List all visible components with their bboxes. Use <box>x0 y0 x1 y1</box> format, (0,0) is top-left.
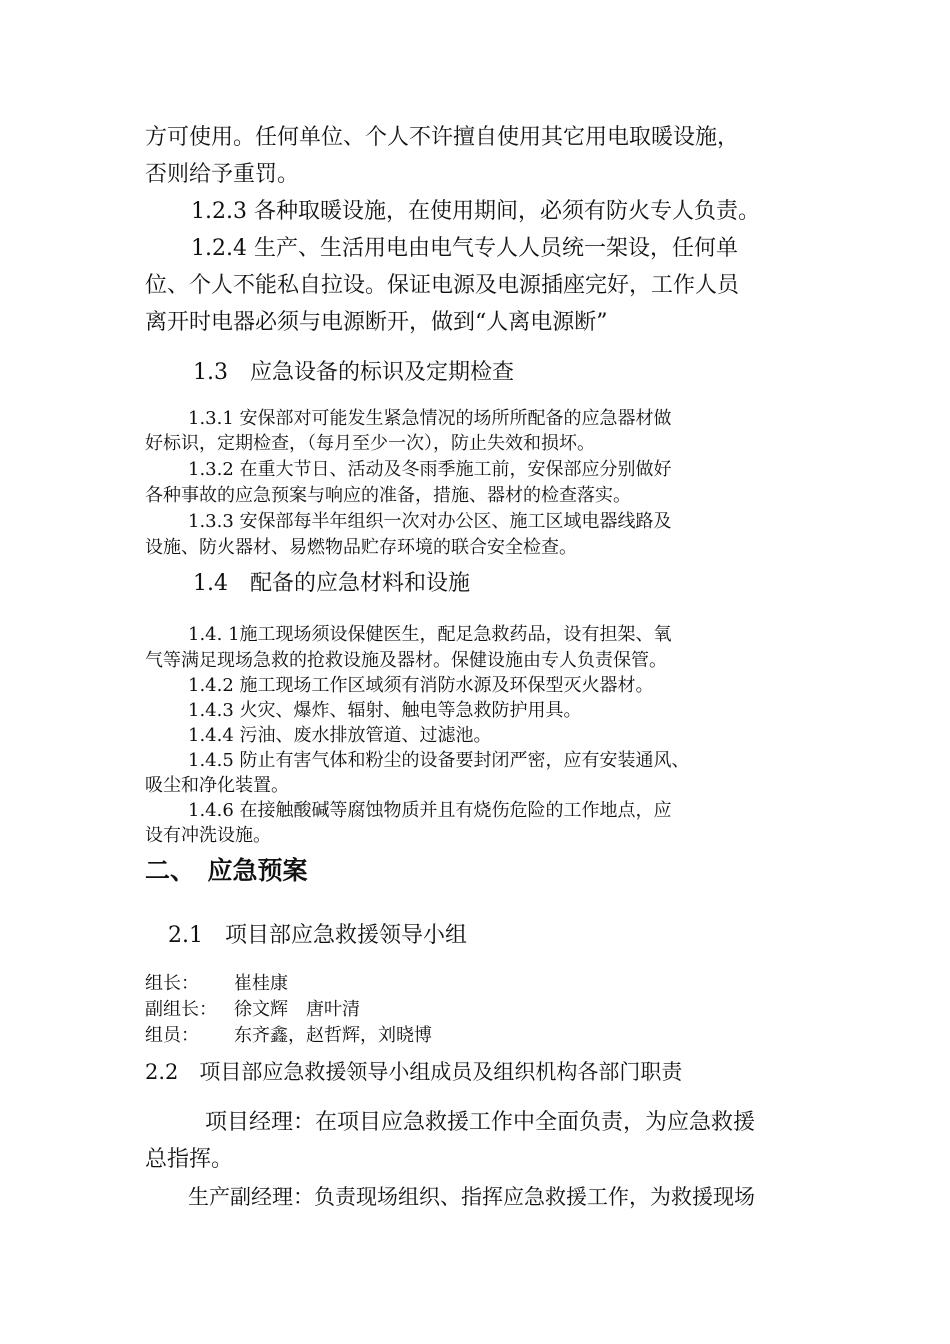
paragraph-line: 各种事故的应急预案与响应的准备，措施、器材的检查落实。 <box>145 485 631 506</box>
clause-1-3-1: 1.3.1 安保部对可能发生紧急情况的场所所配备的应急器材做 <box>188 408 672 429</box>
section-heading-2-1: 2.1 项目部应急救援领导小组 <box>168 923 467 948</box>
paragraph-line: 设有冲洗设施。 <box>145 825 271 846</box>
clause-1-4-1: 1.4. 1施工现场须设保健医生，配足急救药品，设有担架、氧 <box>188 624 672 645</box>
paragraph-production-deputy: 生产副经理：负责现场组织、指挥应急救援工作，为救援现场 <box>188 1185 755 1209</box>
section-heading-1-4: 1.4 配备的应急材料和设施 <box>193 571 470 596</box>
clause-1-4-6: 1.4.6 在接触酸碱等腐蚀物质并且有烧伤危险的工作地点，应 <box>188 800 672 821</box>
clause-1-2-4: 1.2.4 生产、生活用电由电气专人人员统一架设，任何单 <box>191 236 738 261</box>
paragraph-line: 否则给予重罚。 <box>145 162 300 187</box>
deputy-leader-names: 徐文辉 唐叶清 <box>234 999 360 1020</box>
paragraph-line: 设施、防火器材、易燃物品贮存环境的联合安全检查。 <box>145 537 577 558</box>
section-heading-2-2: 2.2 项目部应急救援领导小组成员及组织机构各部门职责 <box>145 1060 683 1084</box>
clause-1-4-4: 1.4.4 污油、废水排放管道、过滤池。 <box>188 725 492 746</box>
clause-1-3-3: 1.3.3 安保部每半年组织一次对办公区、施工区域电器线路及 <box>188 511 672 532</box>
paragraph-line: 离开时电器必须与电源断开，做到“人离电源断” <box>145 310 608 335</box>
clause-1-4-2: 1.4.2 施工现场工作区域须有消防水源及环保型灭火器材。 <box>188 675 654 696</box>
paragraph-line: 气等满足现场急救的抢救设施及器材。保健设施由专人负责保管。 <box>145 650 667 671</box>
paragraph-project-manager: 项目经理：在项目应急救援工作中全面负责，为应急救援 <box>205 1110 756 1135</box>
paragraph-line: 吸尘和净化装置。 <box>145 775 289 796</box>
clause-1-4-3: 1.4.3 火灾、爆炸、辐射、触电等急救防护用具。 <box>188 700 582 721</box>
paragraph-line: 好标识，定期检查，（每月至少一次），防止失效和损坏。 <box>145 433 595 454</box>
section-heading-1-3: 1.3 应急设备的标识及定期检查 <box>193 360 514 385</box>
chapter-heading-2: 二、 应急预案 <box>145 856 308 885</box>
clause-1-2-3: 1.2.3 各种取暖设施，在使用期间，必须有防火专人负责。 <box>191 199 760 224</box>
leader-label: 组长： <box>145 973 199 994</box>
paragraph-line: 方可使用。任何单位、个人不许擅自使用其它用电取暖设施， <box>145 125 740 150</box>
paragraph-line: 位、个人不能私自拉设。保证电源及电源插座完好，工作人员 <box>145 273 740 298</box>
leader-name: 崔桂康 <box>234 973 288 994</box>
clause-1-3-2: 1.3.2 在重大节日、活动及冬雨季施工前，安保部应分别做好 <box>188 459 672 480</box>
paragraph-line: 总指挥。 <box>145 1147 234 1172</box>
members-label: 组员： <box>145 1025 199 1046</box>
clause-1-4-5: 1.4.5 防止有害气体和粉尘的设备要封闭严密，应有安装通风、 <box>188 750 690 771</box>
member-names: 东齐鑫，赵哲辉，刘晓博 <box>234 1025 432 1046</box>
deputy-leader-label: 副组长： <box>145 999 217 1020</box>
